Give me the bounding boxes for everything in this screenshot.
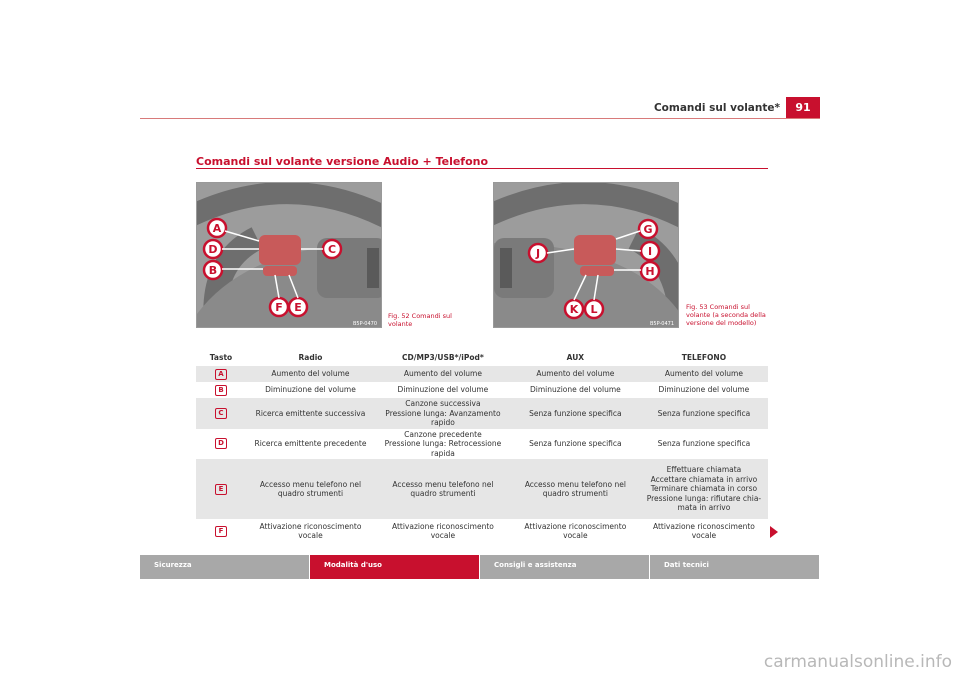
column-header: Tasto [209, 352, 233, 362]
key-badge: A [215, 369, 227, 380]
column-header: Radio [298, 352, 323, 362]
table-cell: Diminuzione del volume [246, 382, 375, 398]
table-cell: Diminuzione del volume [375, 382, 511, 398]
table-cell: Attivazione riconoscimento vocale [640, 519, 768, 543]
table-cell: Accesso menu telefono nel quadro strumenti [375, 459, 511, 519]
figure-steering-wheel-controls [196, 182, 382, 328]
figure-code: B5P-0470 [352, 321, 377, 327]
section-divider [196, 168, 768, 169]
key-badge: F [215, 526, 227, 537]
table-row [196, 382, 768, 398]
table-cell: Senza funzione specifica [511, 429, 640, 460]
callout-label: J [535, 247, 541, 260]
key-cell [196, 429, 246, 460]
table-cell: Canzone successiva Pressione lunga: Avanzamento rapido [375, 398, 511, 429]
figure-caption: Fig. 52 Comandi sul volante [388, 312, 452, 328]
table-cell: Senza funzione specifica [640, 398, 768, 429]
watermark: carmanualsonline.info [763, 652, 952, 672]
steering-wheel-illustration-2 [494, 183, 679, 328]
table-cell: Diminuzione del volume [511, 382, 640, 398]
key-cell [196, 519, 246, 543]
table-row [196, 519, 768, 543]
key-cell [196, 459, 246, 519]
footer-tab[interactable]: Dati tecnici [650, 555, 819, 579]
figure-code: B5P-0471 [649, 321, 674, 327]
callout-label: C [327, 243, 337, 256]
next-page-arrow-icon [770, 526, 778, 538]
table-header-row [196, 348, 768, 366]
section-title: Comandi sul volante versione Audio + Telefono [196, 155, 489, 168]
table-cell: Ricerca emittente successiva [246, 398, 375, 429]
table-cell: Ricerca emittente precedente [246, 429, 375, 460]
footer-tab[interactable]: Modalità d'uso [310, 555, 479, 579]
table-cell: Accesso menu telefono nel quadro strumenti [511, 459, 640, 519]
callout-label: D [208, 243, 218, 256]
table-cell: Senza funzione specifica [640, 429, 768, 460]
callout-label: G [643, 223, 653, 236]
figure-caption: Fig. 53 Comandi sul volante (a seconda della versione del modello) [686, 303, 766, 327]
footer-nav [140, 555, 820, 579]
table-cell: Aumento del volume [375, 366, 511, 382]
key-badge: C [215, 408, 227, 419]
callout-label: F [275, 301, 283, 314]
callout-label: L [590, 303, 598, 316]
key-badge: E [215, 484, 227, 495]
key-cell [196, 398, 246, 429]
callout-label: A [212, 222, 222, 235]
callout-label: I [647, 245, 653, 258]
table-cell: Aumento del volume [640, 366, 768, 382]
table-cell: Attivazione riconoscimento vocale [511, 519, 640, 543]
table-row [196, 398, 768, 429]
table-cell: Attivazione riconoscimento vocale [246, 519, 375, 543]
table-row [196, 429, 768, 460]
figure-steering-wheel-controls-model [493, 182, 679, 328]
table-cell: Diminuzione del volume [640, 382, 768, 398]
page-number: 91 [786, 97, 820, 119]
table-cell: Aumento del volume [511, 366, 640, 382]
table-cell: Canzone precedente Pressione lunga: Retrocessione rapida [375, 429, 511, 460]
key-cell [196, 382, 246, 398]
table-cell: Senza funzione specifica [511, 398, 640, 429]
footer-tab[interactable]: Consigli e assistenza [480, 555, 649, 579]
running-header-title: Comandi sul volante* [653, 102, 780, 114]
column-header: AUX [566, 352, 585, 362]
table-cell: Attivazione riconoscimento vocale [375, 519, 511, 543]
key-cell [196, 366, 246, 382]
footer-tab[interactable]: Sicurezza [140, 555, 309, 579]
table-cell: Effettuare chiamata Accettare chiamata in arrivo Terminare chiamata in corso Pressione lunga: rifiutare chia-mata in arrivo [640, 459, 768, 519]
table-row [196, 459, 768, 519]
callout-label: E [294, 301, 302, 314]
column-header: CD/MP3/USB*/iPod* [402, 352, 484, 362]
callout-label: H [645, 265, 655, 278]
table-cell: Accesso menu telefono nel quadro strumenti [246, 459, 375, 519]
steering-wheel-illustration-1 [197, 183, 382, 328]
key-badge: D [215, 438, 227, 449]
header-divider [140, 118, 820, 119]
function-table [196, 348, 768, 543]
callout-label: B [208, 264, 218, 277]
table-row [196, 366, 768, 382]
key-badge: B [215, 385, 227, 396]
callout-label: K [569, 303, 579, 316]
table-cell: Aumento del volume [246, 366, 375, 382]
column-header: TELEFONO [681, 352, 727, 362]
